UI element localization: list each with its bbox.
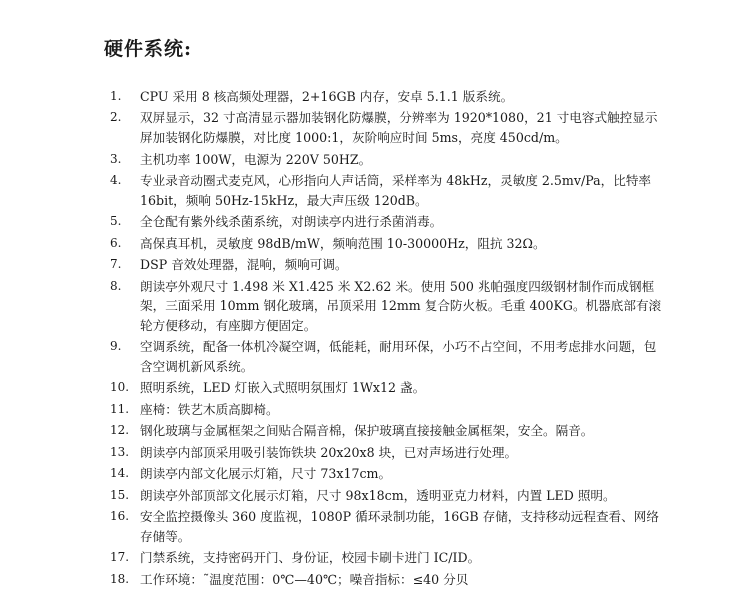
item-number: 5.	[110, 214, 122, 229]
list-item	[110, 548, 662, 568]
list-item	[110, 108, 662, 147]
item-text: 安全监控摄像头 360 度监视，1080P 循环录制功能，16GB 存储，支持移动远程查看、网络存储等。	[140, 509, 659, 544]
list-item	[110, 212, 662, 232]
list-item	[110, 464, 662, 484]
item-text: 朗读亭外观尺寸 1.498 米 X1.425 米 X2.62 米。使用 500 兆帕强度四级钢材制作而成钢框架，三面采用 10mm 钢化玻璃，吊顶采用 12mm 复合防火板。毛重 400KG。机器底部有滚轮方便移动，有座脚方便固定。	[140, 278, 662, 333]
item-text: 朗读亭外部顶部文化展示灯箱，尺寸 98x18cm，透明亚克力材料，内置 LED 照明。	[140, 487, 616, 503]
item-text: 双屏显示，32 寸高清显示器加装钢化防爆膜，分辨率为 1920*1080，21 寸电容式触控显示屏加装钢化防爆膜，对比度 1000:1，灰阶响应时间 5ms，亮度 450cd/m。	[140, 110, 658, 146]
item-number: 7.	[110, 257, 122, 272]
item-text: 专业录音动圈式麦克风，心形指向人声话筒，采样率为 48kHz，灵敏度 2.5mv/Pa，比特率 16bit，频响 50Hz-15kHz，最大声压级 120dB。	[140, 173, 652, 208]
list-item	[110, 255, 662, 275]
item-text: 主机功率 100W，电源为 220V 50HZ。	[140, 151, 372, 167]
list-item	[110, 421, 662, 441]
list-item	[110, 486, 662, 506]
item-number: 14.	[110, 466, 130, 481]
list-item	[110, 400, 662, 420]
list-item	[110, 171, 662, 210]
item-text: 工作环境：˜温度范围：0℃—40℃；噪音指标：≤40 分贝	[140, 571, 469, 587]
list-item	[110, 443, 662, 463]
list-item	[110, 507, 662, 546]
item-text: DSP 音效处理器，混响，频响可调。	[140, 257, 348, 273]
item-text: 高保真耳机，灵敏度 98dB/mW，频响范围 10-30000Hz，阻抗 32Ω。	[140, 235, 546, 251]
item-number: 10.	[110, 380, 130, 395]
item-text: 空调系统，配备一体机冷凝空调，低能耗，耐用环保，小巧不占空间，不用考虑排水问题，包含空调机新风系统。	[140, 339, 657, 374]
item-number: 13.	[110, 444, 130, 459]
item-text: CPU 采用 8 核高频处理器，2+16GB 内存，安卓 5.1.1 版系统。	[140, 89, 514, 104]
item-text: 朗读亭内部文化展示灯箱，尺寸 73x17cm。	[140, 466, 392, 482]
item-number: 6.	[110, 235, 122, 250]
list-item	[110, 150, 662, 170]
section-title: 硬件系统:	[104, 38, 193, 60]
list-item	[110, 234, 662, 254]
item-number: 11.	[110, 401, 130, 416]
list-item	[110, 570, 662, 590]
list-item	[110, 87, 662, 107]
item-number: 9.	[110, 339, 122, 354]
item-number: 12.	[110, 423, 130, 438]
item-text: 全仓配有紫外线杀菌系统，对朗读亭内进行杀菌消毒。	[140, 214, 443, 230]
item-number: 4.	[110, 173, 122, 188]
item-text: 钢化玻璃与金属框架之间贴合隔音棉，保护玻璃直接接触金属框架，安全。隔音。	[140, 423, 594, 439]
item-number: 1.	[110, 89, 122, 103]
item-text: 门禁系统，支持密码开门、身份证，校园卡刷卡进门 IC/ID。	[140, 550, 481, 566]
item-text: 朗读亭内部顶采用吸引装饰铁块 20x20x8 块，已对声场进行处理。	[140, 444, 518, 460]
item-number: 15.	[110, 487, 130, 502]
hardware-spec-list	[110, 87, 662, 591]
list-item	[110, 337, 662, 376]
list-item	[110, 277, 662, 336]
item-text: 照明系统，LED 灯嵌入式照明氛围灯 1Wx12 盏。	[140, 380, 426, 396]
item-text: 座椅：铁艺木质高脚椅。	[140, 401, 279, 417]
list-item	[110, 378, 662, 398]
item-number: 18.	[110, 571, 130, 586]
item-number: 16.	[110, 509, 130, 524]
item-number: 2.	[110, 110, 122, 125]
item-number: 3.	[110, 151, 122, 166]
item-number: 17.	[110, 550, 130, 565]
item-number: 8.	[110, 278, 122, 293]
